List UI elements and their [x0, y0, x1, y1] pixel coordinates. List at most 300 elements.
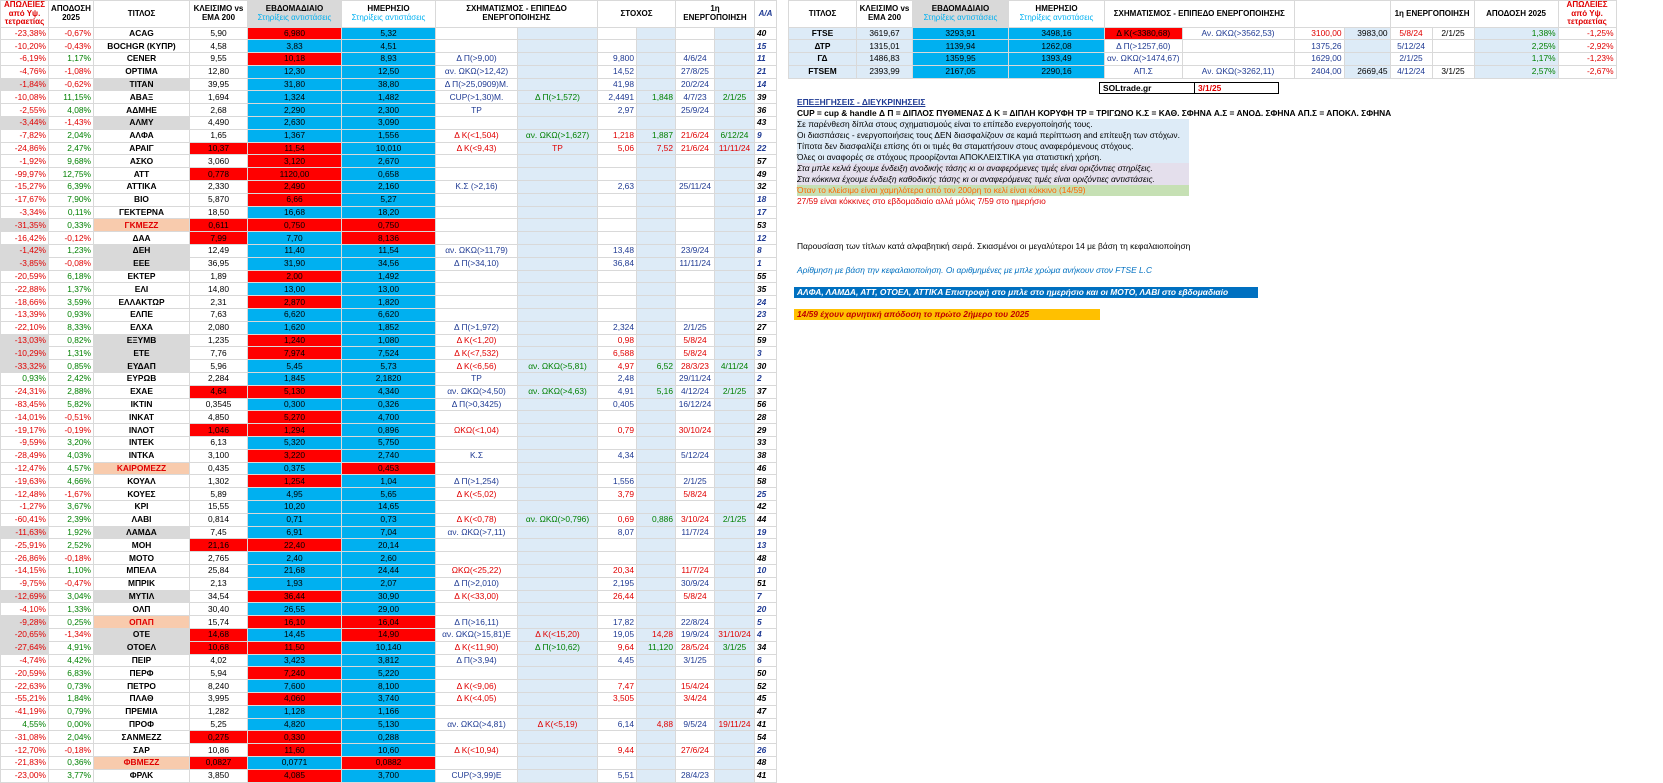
cell-weekly: 1,324	[248, 91, 342, 104]
cell-target-1	[598, 731, 637, 744]
cell-target-2	[637, 590, 676, 603]
cell-title: ΦΡΛΚ	[94, 769, 190, 782]
cell-yield: 2,04%	[49, 731, 94, 744]
sol-brand: SOLtrade.gr	[1099, 82, 1195, 94]
cell-pattern-2	[518, 552, 598, 565]
cell-yield: 0,73%	[49, 680, 94, 693]
cell-first-1: 4/12/24	[676, 385, 715, 398]
table-row	[1, 411, 777, 424]
cell-close: 0,435	[190, 462, 248, 475]
cell-target-1: 2,324	[598, 321, 637, 334]
cell-aa: 23	[755, 309, 777, 322]
cell-first-2	[715, 667, 755, 680]
cell-pattern-1: Δ Κ(<10,94)	[436, 744, 518, 757]
cell-target-2	[637, 437, 676, 450]
idx-cell-yield: 2,57%	[1474, 65, 1558, 78]
cell-title: CENER	[94, 53, 190, 66]
cell-loss: -22,63%	[1, 680, 49, 693]
cell-target-1	[598, 462, 637, 475]
cell-pattern-2	[518, 40, 598, 53]
cell-first-2	[715, 526, 755, 539]
cell-daily: 10,140	[342, 641, 436, 654]
cell-pattern-2: Δ Κ(<15,20)	[518, 628, 598, 641]
cell-pattern-1: ΩΚΩ(<1,04)	[436, 424, 518, 437]
cell-close: 7,76	[190, 347, 248, 360]
idx-header-daily	[1009, 1, 1105, 28]
cell-first-2	[715, 321, 755, 334]
cell-weekly: 21,68	[248, 564, 342, 577]
cell-close: 12,49	[190, 245, 248, 258]
cell-daily: 3,700	[342, 769, 436, 782]
table-row	[1, 168, 777, 181]
cell-target-2	[637, 270, 676, 283]
idx-cell-daily: 1393,49	[1009, 53, 1105, 66]
cell-first-1: 9/5/24	[676, 718, 715, 731]
cell-weekly: 3,120	[248, 155, 342, 168]
table-row	[1, 270, 777, 283]
cell-aa: 59	[755, 334, 777, 347]
cell-pattern-1: αν. ΩΚΩ(>4,50)	[436, 385, 518, 398]
cell-yield: 1,84%	[49, 692, 94, 705]
cell-weekly: 16,68	[248, 206, 342, 219]
idx-cell-pattern-1: Δ Π(>1257,60)	[1105, 40, 1183, 53]
idx-cell-pattern-2	[1182, 53, 1294, 66]
cell-yield: 1,31%	[49, 347, 94, 360]
cell-daily: 18,20	[342, 206, 436, 219]
cell-first-2	[715, 334, 755, 347]
table-row	[1, 296, 777, 309]
idx-cell-daily: 3498,16	[1009, 27, 1105, 40]
cell-target-1: 41,98	[598, 78, 637, 91]
cell-loss: -11,63%	[1, 526, 49, 539]
cell-loss: -17,67%	[1, 193, 49, 206]
table-row	[1, 398, 777, 411]
cell-target-2	[637, 769, 676, 782]
cell-close: 2,13	[190, 577, 248, 590]
cell-loss: -99,97%	[1, 168, 49, 181]
indices-table	[788, 0, 1617, 79]
idx-cell-first-1: 5/12/24	[1390, 40, 1432, 53]
cell-weekly: 22,40	[248, 539, 342, 552]
cell-aa: 38	[755, 449, 777, 462]
cell-yield: 2,04%	[49, 129, 94, 142]
cell-loss: -26,86%	[1, 552, 49, 565]
cell-target-2	[637, 667, 676, 680]
cell-pattern-2	[518, 705, 598, 718]
idx-cell-loss: -2,67%	[1558, 65, 1616, 78]
cell-first-2	[715, 398, 755, 411]
cell-target-1	[598, 270, 637, 283]
cell-pattern-1: CUP(>1,30)Μ.	[436, 91, 518, 104]
cell-weekly: 1120,00	[248, 168, 342, 181]
cell-target-1: 1,556	[598, 475, 637, 488]
cell-daily: 3,740	[342, 692, 436, 705]
table-row	[1, 654, 777, 667]
cell-target-1: 0,79	[598, 424, 637, 437]
cell-first-2	[715, 616, 755, 629]
table-row	[1, 552, 777, 565]
cell-pattern-1: Δ Κ(<6,56)	[436, 360, 518, 373]
cell-pattern-1	[436, 117, 518, 130]
cell-loss: -19,17%	[1, 424, 49, 437]
cell-pattern-1	[436, 411, 518, 424]
cell-pattern-1: αν. ΩΚΩ(>7,11)	[436, 526, 518, 539]
cell-daily: 1,080	[342, 334, 436, 347]
cell-yield: 3,67%	[49, 500, 94, 513]
cell-daily: 7,04	[342, 526, 436, 539]
cell-yield: 1,17%	[49, 53, 94, 66]
cell-yield: 6,39%	[49, 181, 94, 194]
cell-first-2: 19/11/24	[715, 718, 755, 731]
cell-daily: 0,658	[342, 168, 436, 181]
cell-target-2	[637, 449, 676, 462]
cell-first-1: 19/9/24	[676, 628, 715, 641]
cell-first-2	[715, 539, 755, 552]
table-row	[1, 40, 777, 53]
cell-pattern-1: Δ Κ(<7,532)	[436, 347, 518, 360]
cell-close: 12,80	[190, 65, 248, 78]
cell-yield: 0,85%	[49, 360, 94, 373]
idx-cell-weekly: 1359,95	[913, 53, 1009, 66]
cell-yield: 6,18%	[49, 270, 94, 283]
cell-target-1: 9,64	[598, 641, 637, 654]
cell-close: 7,99	[190, 232, 248, 245]
cell-target-2	[637, 552, 676, 565]
cell-first-2: 2/1/25	[715, 385, 755, 398]
cell-close: 0,275	[190, 731, 248, 744]
cell-loss: -55,21%	[1, 692, 49, 705]
cell-loss: -3,44%	[1, 117, 49, 130]
cell-pattern-2	[518, 475, 598, 488]
cell-pattern-1: Δ Κ(<0,78)	[436, 513, 518, 526]
cell-first-2	[715, 577, 755, 590]
cell-target-2	[637, 245, 676, 258]
cell-first-1: 11/7/24	[676, 526, 715, 539]
cell-close: 1,235	[190, 334, 248, 347]
cell-loss: -20,65%	[1, 628, 49, 641]
cell-title: ΚΡΙ	[94, 500, 190, 513]
table-row	[1, 488, 777, 501]
cell-daily: 6,620	[342, 309, 436, 322]
cell-pattern-1: ΩΚΩ(<25,22)	[436, 564, 518, 577]
cell-weekly: 3,423	[248, 654, 342, 667]
cell-pattern-2	[518, 193, 598, 206]
cell-title: ΙΝΚΑΤ	[94, 411, 190, 424]
table-row	[1, 603, 777, 616]
cell-close: 1,694	[190, 91, 248, 104]
cell-title: ΕΥΔΑΠ	[94, 360, 190, 373]
cell-aa: 41	[755, 718, 777, 731]
cell-title: ΑΔΜΗΕ	[94, 104, 190, 117]
cell-pattern-2	[518, 526, 598, 539]
cell-weekly: 36,44	[248, 590, 342, 603]
cell-aa: 24	[755, 296, 777, 309]
cell-target-1	[598, 168, 637, 181]
cell-daily: 7,524	[342, 347, 436, 360]
cell-target-1: 4,91	[598, 385, 637, 398]
cell-title: ΕΥΡΩΒ	[94, 373, 190, 386]
cell-pattern-2	[518, 667, 598, 680]
cell-title: ΒΙΟ	[94, 193, 190, 206]
cell-target-2	[637, 680, 676, 693]
cell-daily: 14,90	[342, 628, 436, 641]
cell-daily: 8,136	[342, 232, 436, 245]
cell-yield: 4,57%	[49, 462, 94, 475]
cell-target-2: 1,848	[637, 91, 676, 104]
cell-first-1: 28/3/23	[676, 360, 715, 373]
cell-aa: 4	[755, 628, 777, 641]
cell-loss: -20,59%	[1, 667, 49, 680]
cell-close: 2,330	[190, 181, 248, 194]
cell-daily: 1,166	[342, 705, 436, 718]
notes-line-11: ΑΛΦΑ, ΛΑΜΔΑ, ΑΤΤ, ΟΤΟΕΛ, ΑΤΤΙΚΑ Επιστροφή στο μπλε στο ημερήσιο και οι ΜΟΤΟ, ΛΑΒΙ στο εβδομαδιαίο	[794, 287, 1258, 298]
idx-header-weekly-sub: Στηρίξεις αντιστάσεις	[923, 12, 998, 22]
idx-cell-yield: 1,17%	[1474, 53, 1558, 66]
cell-target-2: 14,28	[637, 628, 676, 641]
cell-first-1: 5/8/24	[676, 488, 715, 501]
cell-pattern-2	[518, 564, 598, 577]
cell-first-2: 11/11/24	[715, 142, 755, 155]
cell-yield: -1,08%	[49, 65, 94, 78]
cell-aa: 10	[755, 564, 777, 577]
cell-yield: 2,88%	[49, 385, 94, 398]
table-row	[1, 65, 777, 78]
cell-target-1	[598, 539, 637, 552]
cell-yield: 4,66%	[49, 475, 94, 488]
cell-first-1: 16/12/24	[676, 398, 715, 411]
table-row	[1, 769, 777, 782]
table-row	[1, 257, 777, 270]
cell-target-1	[598, 296, 637, 309]
cell-daily: 8,93	[342, 53, 436, 66]
table-row	[1, 641, 777, 654]
cell-first-1: 5/8/24	[676, 590, 715, 603]
cell-first-1	[676, 168, 715, 181]
cell-weekly: 7,240	[248, 667, 342, 680]
cell-close: 5,96	[190, 360, 248, 373]
idx-cell-first-2	[1432, 40, 1474, 53]
cell-target-2	[637, 424, 676, 437]
cell-loss: -18,66%	[1, 296, 49, 309]
cell-aa: 36	[755, 104, 777, 117]
idx-cell-title: FTSEM	[789, 65, 857, 78]
table-row	[1, 104, 777, 117]
cell-first-2	[715, 168, 755, 181]
table-row	[1, 334, 777, 347]
cell-first-2	[715, 552, 755, 565]
idx-cell-close: 1486,83	[857, 53, 913, 66]
cell-target-2	[637, 334, 676, 347]
cell-first-1: 28/5/24	[676, 641, 715, 654]
cell-close: 2,765	[190, 552, 248, 565]
cell-pattern-1: αν. ΩΚΩ(>15,81)Ε	[436, 628, 518, 641]
cell-yield: 2,39%	[49, 513, 94, 526]
cell-daily: 5,27	[342, 193, 436, 206]
idx-cell-target-1: 2404,00	[1294, 65, 1344, 78]
cell-loss: -20,59%	[1, 270, 49, 283]
cell-daily: 2,07	[342, 577, 436, 590]
cell-close: 4,850	[190, 411, 248, 424]
cell-first-1: 11/11/24	[676, 257, 715, 270]
cell-first-2	[715, 424, 755, 437]
cell-target-1	[598, 117, 637, 130]
cell-target-2	[637, 283, 676, 296]
cell-pattern-1	[436, 206, 518, 219]
cell-pattern-2	[518, 78, 598, 91]
cell-pattern-1: TP	[436, 373, 518, 386]
cell-pattern-1	[436, 219, 518, 232]
cell-close: 4,64	[190, 385, 248, 398]
cell-daily: 13,00	[342, 283, 436, 296]
cell-yield: 5,82%	[49, 398, 94, 411]
cell-first-1: 28/4/23	[676, 769, 715, 782]
idx-cell-target-1: 1375,26	[1294, 40, 1344, 53]
cell-aa: 53	[755, 219, 777, 232]
cell-first-2	[715, 373, 755, 386]
cell-aa: 8	[755, 245, 777, 258]
idx-cell-weekly: 2167,05	[913, 65, 1009, 78]
cell-target-1	[598, 309, 637, 322]
cell-weekly: 4,95	[248, 488, 342, 501]
cell-loss: -31,08%	[1, 731, 49, 744]
cell-pattern-1	[436, 756, 518, 769]
sol-box	[1099, 82, 1319, 94]
cell-yield: -0,12%	[49, 232, 94, 245]
table-row	[1, 731, 777, 744]
cell-close: 5,94	[190, 667, 248, 680]
cell-loss: -28,49%	[1, 449, 49, 462]
cell-target-2	[637, 500, 676, 513]
index-row	[789, 53, 1617, 66]
cell-first-2	[715, 309, 755, 322]
cell-weekly: 2,870	[248, 296, 342, 309]
cell-target-1: 17,82	[598, 616, 637, 629]
cell-first-1: 21/6/24	[676, 129, 715, 142]
cell-daily: 2,740	[342, 449, 436, 462]
cell-pattern-1: Δ Κ(<9,43)	[436, 142, 518, 155]
cell-first-2: 31/10/24	[715, 628, 755, 641]
idx-cell-target-1: 1629,00	[1294, 53, 1344, 66]
cell-daily: 24,44	[342, 564, 436, 577]
cell-first-1: 5/12/24	[676, 449, 715, 462]
cell-close: 5,90	[190, 27, 248, 40]
cell-first-1: 21/6/24	[676, 142, 715, 155]
cell-first-2	[715, 78, 755, 91]
cell-yield: 2,42%	[49, 373, 94, 386]
cell-yield: 12,75%	[49, 168, 94, 181]
cell-pattern-2	[518, 769, 598, 782]
cell-yield: -1,34%	[49, 628, 94, 641]
cell-weekly: 0,750	[248, 219, 342, 232]
idx-cell-daily: 1262,08	[1009, 40, 1105, 53]
header-yield: ΑΠΟΔΟΣΗ 2025	[49, 1, 94, 28]
cell-yield: -0,47%	[49, 577, 94, 590]
cell-weekly: 6,980	[248, 27, 342, 40]
cell-loss: -12,48%	[1, 488, 49, 501]
cell-pattern-1	[436, 731, 518, 744]
cell-title: OPTIMA	[94, 65, 190, 78]
cell-daily: 1,852	[342, 321, 436, 334]
cell-pattern-1	[436, 309, 518, 322]
idx-cell-weekly: 1139,94	[913, 40, 1009, 53]
idx-cell-pattern-1: Δ Κ(<3380,68)	[1105, 27, 1183, 40]
cell-pattern-1	[436, 500, 518, 513]
cell-yield: 7,90%	[49, 193, 94, 206]
cell-pattern-2	[518, 411, 598, 424]
idx-cell-pattern-2: Αν. ΩΚΩ(>3562,53)	[1182, 27, 1294, 40]
cell-pattern-2	[518, 245, 598, 258]
table-row	[1, 539, 777, 552]
cell-title: ΑΤΤ	[94, 168, 190, 181]
cell-yield: 3,04%	[49, 590, 94, 603]
cell-first-1: 4/6/24	[676, 53, 715, 66]
cell-weekly: 2,40	[248, 552, 342, 565]
cell-target-2	[637, 78, 676, 91]
cell-target-2	[637, 756, 676, 769]
cell-first-1: 2/1/25	[676, 475, 715, 488]
cell-aa: 17	[755, 206, 777, 219]
cell-title: ΑΣΚΟ	[94, 155, 190, 168]
cell-first-1: 30/10/24	[676, 424, 715, 437]
cell-weekly: 1,367	[248, 129, 342, 142]
cell-aa: 45	[755, 692, 777, 705]
table-row	[1, 628, 777, 641]
cell-target-2	[637, 373, 676, 386]
table-row	[1, 718, 777, 731]
idx-cell-loss: -1,23%	[1558, 53, 1616, 66]
cell-first-2	[715, 590, 755, 603]
cell-pattern-2	[518, 731, 598, 744]
cell-target-1: 2,48	[598, 373, 637, 386]
header-target: ΣΤΟΧΟΣ	[598, 1, 676, 28]
idx-header-close: ΚΛΕΙΣΙΜΟ vs EMA 200	[857, 1, 913, 28]
cell-close: 25,84	[190, 564, 248, 577]
cell-daily: 0,326	[342, 398, 436, 411]
cell-daily: 4,340	[342, 385, 436, 398]
cell-loss: -6,19%	[1, 53, 49, 66]
cell-yield: -0,43%	[49, 40, 94, 53]
cell-target-2	[637, 603, 676, 616]
cell-first-1: 27/8/25	[676, 65, 715, 78]
cell-yield: 1,10%	[49, 564, 94, 577]
cell-yield: -0,62%	[49, 78, 94, 91]
cell-first-2	[715, 744, 755, 757]
cell-yield: 2,52%	[49, 539, 94, 552]
cell-weekly: 12,30	[248, 65, 342, 78]
cell-pattern-2	[518, 398, 598, 411]
idx-cell-target-2: 3983,00	[1344, 27, 1390, 40]
table-row	[1, 309, 777, 322]
index-row	[789, 65, 1617, 78]
cell-close: 4,58	[190, 40, 248, 53]
cell-close: 2,284	[190, 373, 248, 386]
cell-target-1: 26,44	[598, 590, 637, 603]
cell-daily: 2,300	[342, 104, 436, 117]
cell-yield: 0,25%	[49, 616, 94, 629]
cell-close: 5,25	[190, 718, 248, 731]
cell-close: 1,046	[190, 424, 248, 437]
cell-target-1	[598, 552, 637, 565]
cell-target-1	[598, 40, 637, 53]
cell-target-2	[637, 488, 676, 501]
cell-target-1: 5,06	[598, 142, 637, 155]
cell-pattern-2	[518, 488, 598, 501]
cell-loss: 0,93%	[1, 373, 49, 386]
cell-title: ΔΑΑ	[94, 232, 190, 245]
cell-aa: 5	[755, 616, 777, 629]
cell-pattern-1: Δ Κ(<11,90)	[436, 641, 518, 654]
cell-daily: 20,14	[342, 539, 436, 552]
